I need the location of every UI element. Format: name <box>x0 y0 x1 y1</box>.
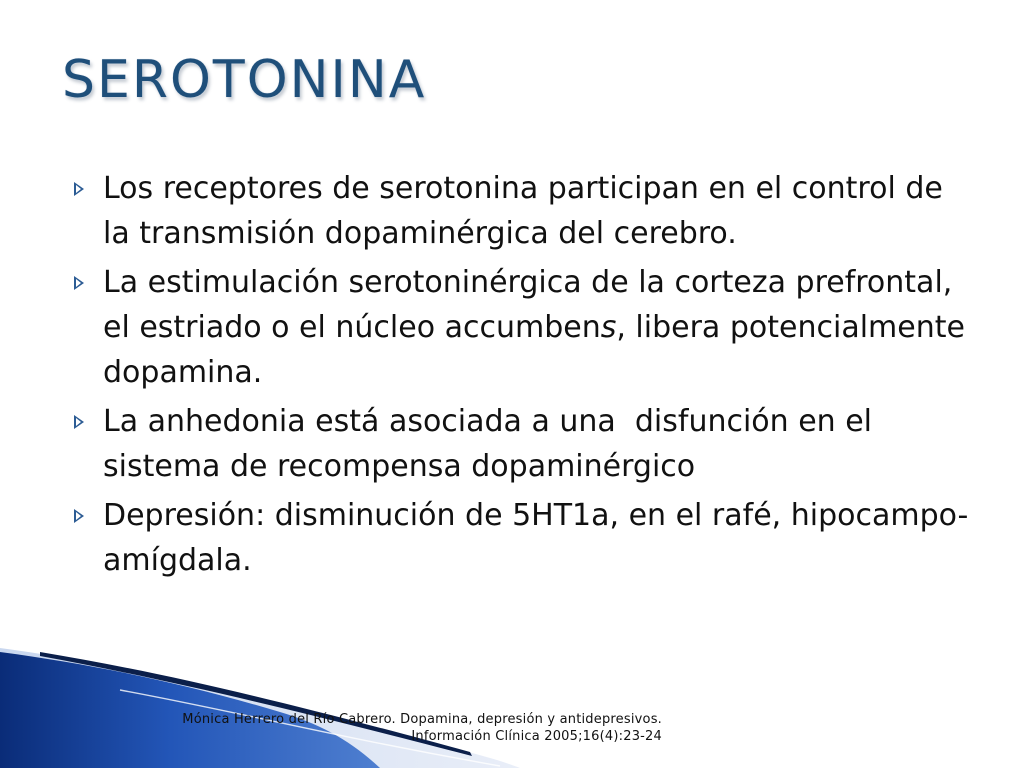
bullet-item <box>72 166 972 256</box>
bullet-item <box>72 493 972 583</box>
bullet-text-italic: s <box>600 310 617 345</box>
citation-line-2: Información Clínica 2005;16(4):23-24 <box>411 729 662 744</box>
citation <box>182 711 662 745</box>
bullet-text: Los receptores de serotonina participan en el control de la transmisión dopaminérgica del cerebro. <box>103 171 943 251</box>
bullet-text: La estimulación serotoninérgica de la corteza prefrontal, el estriado o el núcleo accumben <box>103 265 953 345</box>
bullet-text: La anhedonia está asociada a una disfunción en el sistema de recompensa dopaminérgico <box>103 404 882 484</box>
arrow-bullet-icon <box>74 415 84 429</box>
bullet-item <box>72 260 972 395</box>
slide-title: SEROTONINA <box>62 50 427 110</box>
citation-line-1: Mónica Herrero del Río Cabrero. Dopamina, depresión y antidepresivos. <box>182 712 662 727</box>
wave-main-band <box>0 652 380 768</box>
bullet-text: Depresión: disminución de 5HT1a, en el rafé, hipocampo-amígdala. <box>103 498 969 578</box>
bullet-list <box>72 166 972 587</box>
arrow-bullet-icon <box>74 509 84 523</box>
arrow-bullet-icon <box>74 182 84 196</box>
arrow-bullet-icon <box>74 276 84 290</box>
bullet-item <box>72 399 972 489</box>
bullet-text-tail: , libera potencialmente dopamina. <box>103 310 965 390</box>
